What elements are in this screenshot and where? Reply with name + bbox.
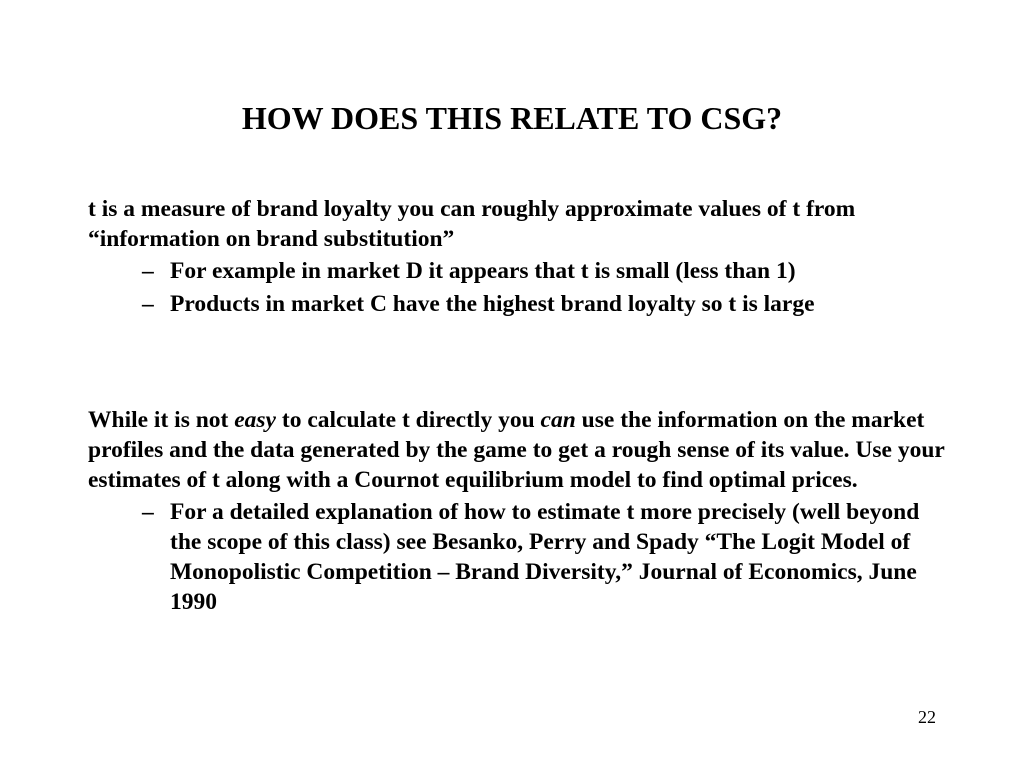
dash-bullet-icon: – [142,291,154,317]
text-run: to calculate t directly you [276,407,541,433]
text-run: use the information on the market profiles and the data generated by the game to get a rough sense of its value. Use your estimates of t along with a Cournot equilibrium model to find optimal prices. [88,407,945,493]
list-item [88,289,948,319]
dash-bullet-icon: – [142,258,154,284]
emphasis-text: easy [234,407,276,433]
bullet-text: For a detailed explanation of how to estimate t more precisely (well beyond the scope of this class) see Besanko, Perry and Spady “The Logit Model of Monopolistic Competition – Brand Diversity,” Journal of Economics, June 1990 [170,499,920,615]
list-item [88,256,948,286]
paragraph-brand-loyalty [88,194,948,322]
bullet-text: For example in market D it appears that t is small (less than 1) [170,258,796,284]
text-run: While it is not [88,407,235,433]
bullet-text: Products in market C have the highest brand loyalty so t is large [170,291,815,317]
sub-bullet-list [88,256,948,319]
slide-title: HOW DOES THIS RELATE TO CSG? [241,100,783,136]
sub-bullet-list [88,497,948,617]
page-number: 22 [918,707,936,727]
dash-bullet-icon: – [142,499,154,525]
list-item [88,497,948,617]
emphasis-text: can [540,407,576,433]
paragraph-text: t is a measure of brand loyalty you can roughly approximate values of t from “information on brand substitution” [88,196,856,252]
paragraph-text [88,405,948,495]
paragraph-estimation [88,405,948,620]
